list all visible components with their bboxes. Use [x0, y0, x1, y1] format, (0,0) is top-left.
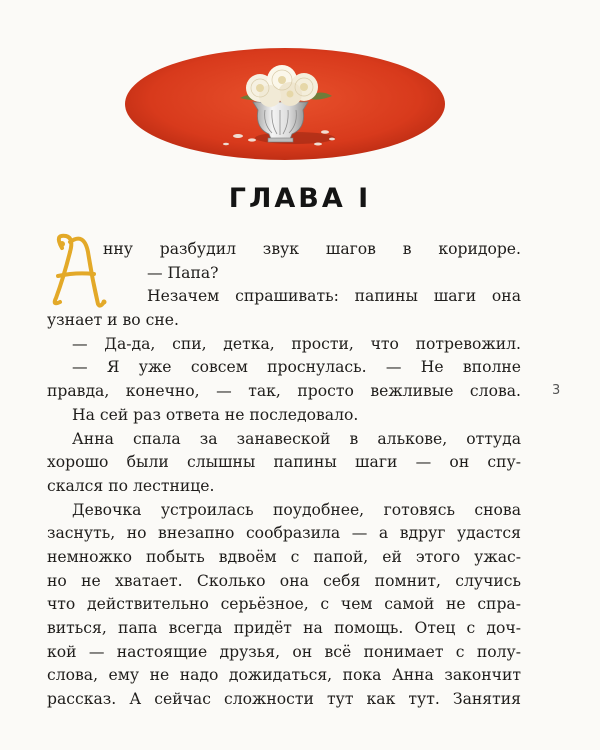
chapter-text: [47, 238, 521, 712]
flower-vase-illustration: [120, 40, 450, 170]
text-line: Анна спала за занавеской в алькове, оттуда: [72, 429, 521, 448]
text-line: узнает и во сне.: [47, 311, 179, 330]
text-line: виться, папа всегда придёт на помощь. Отец с доч-: [47, 619, 521, 637]
text-line: немножко побыть вдвоём с папой, ей этого ужас-: [47, 547, 521, 566]
text-line: — Папа?: [147, 263, 219, 282]
text-line: слова, ему не надо дожидаться, пока Анна закончит: [47, 666, 521, 685]
text-line: заснуть, но внезапно сообразила — а вдруг удастся: [47, 524, 521, 543]
chapter-title: ГЛАВА I: [228, 183, 372, 214]
text-line: хорошо были слышны папины шаги — он спу-: [47, 453, 521, 472]
text-line: — Я уже совсем проснулась. — Не вполне: [72, 358, 521, 377]
text-line: На сей раз ответа не последовало.: [72, 405, 359, 424]
text-line: Девочка устроилась поудобнее, готовясь снова: [72, 500, 521, 519]
text-line: что действительно серьёзное, с чем самой не спра-: [47, 595, 521, 614]
text-line: скался по лестнице.: [47, 476, 215, 495]
text-line: Незачем спрашивать: папины шаги она: [147, 287, 521, 306]
text-line: — Да-да, спи, детка, прости, что потревожил.: [72, 334, 521, 353]
text-line: нну разбудил звук шагов в коридоре.: [103, 240, 521, 258]
text-line: правда, конечно, — так, просто вежливые слова.: [47, 382, 521, 401]
page-number: 3: [552, 383, 561, 398]
text-line: рассказ. А сейчас сложности тут как тут. Занятия: [47, 690, 521, 709]
text-line: но не хватает. Сколько она себя помнит, случись: [47, 571, 521, 590]
text-line: кой — настоящие друзья, он всё понимает с полу-: [47, 642, 521, 661]
